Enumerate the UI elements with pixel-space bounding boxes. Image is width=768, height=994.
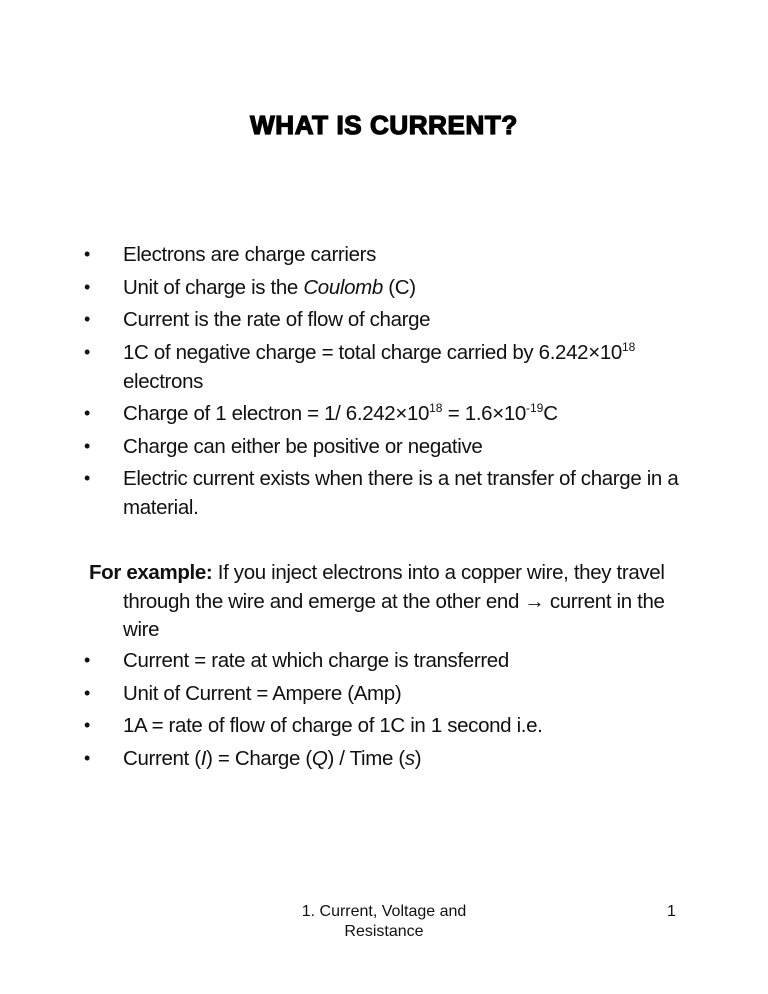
- bullet-icon: •: [84, 468, 90, 488]
- bullet-icon: •: [84, 341, 90, 362]
- list-item: [0, 432, 768, 461]
- list-item-text: Electrons are charge carriers: [123, 243, 377, 266]
- list-item-text: Current (: [123, 746, 201, 770]
- list-item-text: ): [414, 746, 422, 770]
- list-item-text: electrons: [123, 369, 204, 393]
- list-item-text: Electric current exists when there is a net transfer of charge in a material.: [123, 467, 679, 519]
- list-item: [0, 305, 768, 334]
- list-item: [0, 744, 768, 773]
- slide-title: WHAT IS CURRENT?: [250, 110, 518, 140]
- list-item-text: I: [200, 746, 207, 770]
- list-item-text: ) = Charge (: [206, 746, 312, 770]
- bullet-icon: •: [84, 403, 90, 423]
- bullet-list-current: [0, 646, 768, 776]
- list-item-text: s: [404, 746, 415, 770]
- example-label: For example:: [89, 561, 213, 584]
- page-number: 1: [667, 903, 676, 920]
- list-item-text: Coulomb: [303, 275, 383, 299]
- list-item-text: 18: [429, 401, 443, 415]
- list-item-text: Q: [311, 746, 328, 770]
- list-item-text: = 1.6×10: [442, 402, 526, 425]
- list-item-text: C: [543, 402, 558, 425]
- list-item: [0, 240, 768, 269]
- footer-section-title: 1. Current, Voltage and Resistance: [301, 903, 467, 940]
- list-item: [0, 679, 768, 708]
- bullet-icon: •: [84, 276, 90, 297]
- list-item: [0, 646, 768, 675]
- list-item-text: 1C of negative charge = total charge carried by 6.242×10: [123, 340, 622, 364]
- list-item-text: -19: [525, 401, 544, 415]
- bullet-icon: •: [84, 747, 90, 768]
- list-item-text: 18: [621, 339, 636, 354]
- list-item: [0, 273, 768, 302]
- bullet-list: [0, 646, 768, 773]
- example-block: [0, 559, 768, 645]
- list-item-text: (C): [382, 275, 416, 299]
- list-item-text: Unit of Current = Ampere (Amp): [123, 681, 402, 705]
- list-item-text: ) / Time (: [327, 746, 405, 770]
- list-item-text: Current = rate at which charge is transferred: [123, 649, 509, 672]
- list-item-text: Charge can either be positive or negative: [123, 434, 483, 458]
- list-item: [0, 464, 768, 522]
- bullet-icon: •: [84, 682, 90, 703]
- bullet-icon: •: [84, 650, 90, 670]
- bullet-list: [0, 240, 768, 522]
- list-item-text: Unit of charge is the: [123, 275, 304, 299]
- bullet-icon: •: [84, 715, 90, 735]
- bullet-icon: •: [84, 309, 90, 329]
- list-item-text: Charge of 1 electron = 1/ 6.242×10: [123, 402, 430, 425]
- list-item: [0, 399, 768, 428]
- example-paragraph: [0, 559, 768, 645]
- bullet-list-concepts: [0, 240, 768, 526]
- bullet-icon: •: [84, 435, 90, 456]
- example-text: If you inject electrons into a copper wire, they travel through the wire and emerge at the other end → current in the wire: [123, 561, 665, 641]
- bullet-icon: •: [84, 244, 90, 264]
- list-item-text: Current is the rate of flow of charge: [123, 308, 431, 331]
- list-item: [0, 338, 768, 396]
- list-item: [0, 711, 768, 740]
- list-item-text: 1A = rate of flow of charge of 1C in 1 second i.e.: [123, 714, 543, 737]
